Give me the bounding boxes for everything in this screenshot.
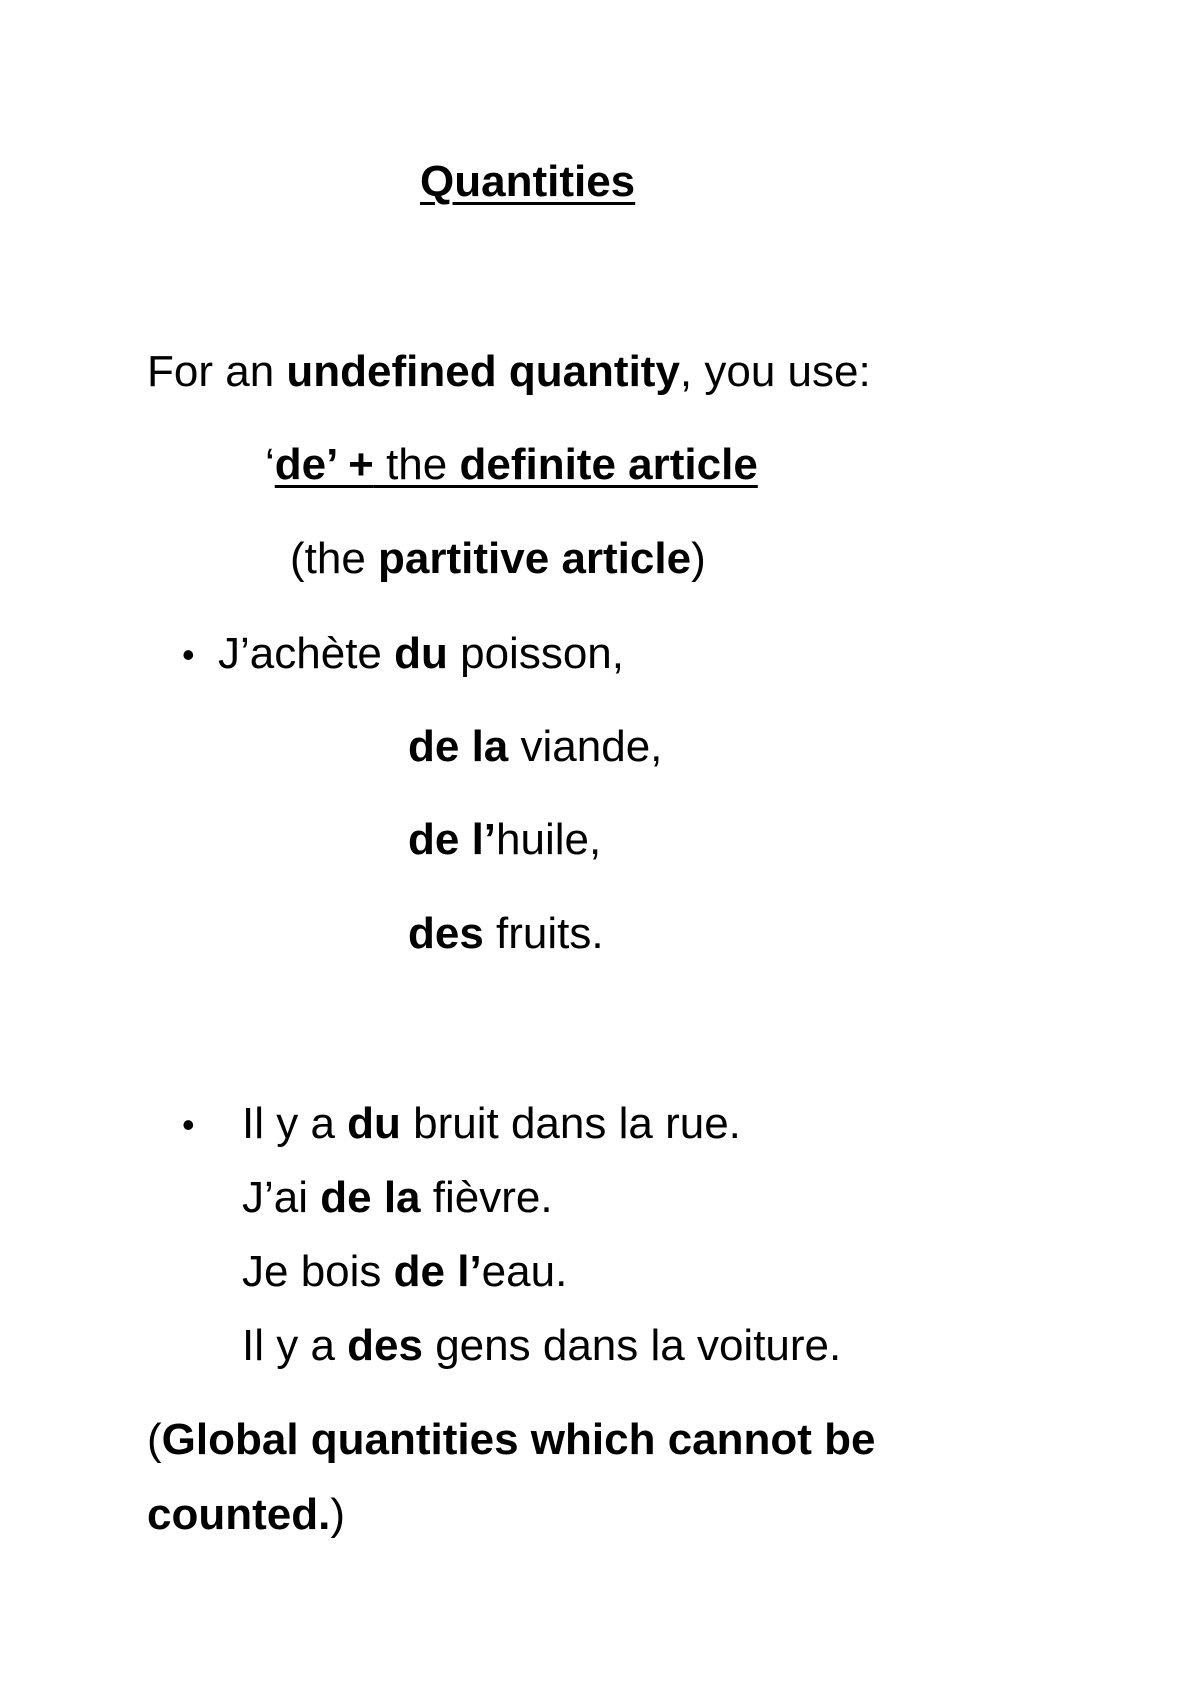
partitive-line — [290, 534, 706, 583]
note-line1-bold: Global quantities which cannot be — [161, 1415, 876, 1464]
example2-line1 — [242, 1099, 741, 1148]
rule-de: de’ + — [274, 440, 374, 489]
note-open: ( — [147, 1415, 162, 1464]
rule-the: the — [373, 440, 460, 489]
partitive-bold: partitive article — [378, 534, 692, 583]
intro-suffix: , you use: — [679, 347, 871, 396]
rule-line — [265, 440, 758, 489]
example1-line4-bold: des — [408, 909, 484, 958]
example2-line4-bold: des — [347, 1321, 423, 1370]
example2-line3-suffix: eau. — [481, 1247, 568, 1296]
intro-bold: undefined quantity — [286, 347, 680, 396]
bullet-icon: • — [182, 634, 195, 675]
page-title: Quantities — [420, 157, 636, 206]
intro-prefix: For an — [147, 347, 287, 396]
example1-line4 — [408, 909, 604, 958]
bullet-icon: • — [182, 1104, 195, 1145]
example2-line4-prefix: Il y a — [242, 1321, 348, 1370]
example2-line4-suffix: gens dans la voiture. — [422, 1321, 842, 1370]
example2-line2-suffix: fièvre. — [420, 1173, 553, 1222]
example2-line2 — [242, 1173, 553, 1222]
example2-line1-suffix: bruit dans la rue. — [400, 1099, 741, 1148]
example1-line2-suffix: viande, — [508, 722, 663, 771]
example2-line2-prefix: J’ai — [242, 1173, 321, 1222]
partitive-open: (the — [290, 534, 379, 583]
rule-definite-article: definite article — [459, 440, 758, 489]
intro-sentence — [147, 347, 871, 396]
example1-line2-bold: de la — [408, 722, 509, 771]
note-line1 — [147, 1415, 876, 1464]
rule-open-quote: ‘ — [265, 440, 275, 489]
example1-line3-suffix: huile, — [496, 815, 602, 864]
example1-line1-bold: du — [394, 629, 448, 678]
example2-line1-prefix: Il y a — [242, 1099, 348, 1148]
example2-line1-bold: du — [347, 1099, 401, 1148]
example2-line3-bold: de l’ — [393, 1247, 482, 1296]
note-line2-bold: counted. — [147, 1490, 331, 1539]
example1-line3-bold: de l’ — [408, 815, 497, 864]
example1-line1-suffix: poisson, — [447, 629, 624, 678]
example1-line1-prefix: J’achète — [218, 629, 395, 678]
note-line2 — [147, 1490, 345, 1539]
example1-line2 — [408, 722, 663, 771]
example2-line2-bold: de la — [320, 1173, 421, 1222]
example1-line3 — [408, 815, 602, 864]
example2-line3 — [242, 1247, 568, 1296]
example2-line4 — [242, 1321, 842, 1370]
partitive-close: ) — [691, 534, 706, 583]
note-close: ) — [330, 1490, 345, 1539]
example1-line1 — [218, 629, 624, 678]
example2-line3-prefix: Je bois — [242, 1247, 394, 1296]
example1-line4-suffix: fruits. — [483, 909, 604, 958]
